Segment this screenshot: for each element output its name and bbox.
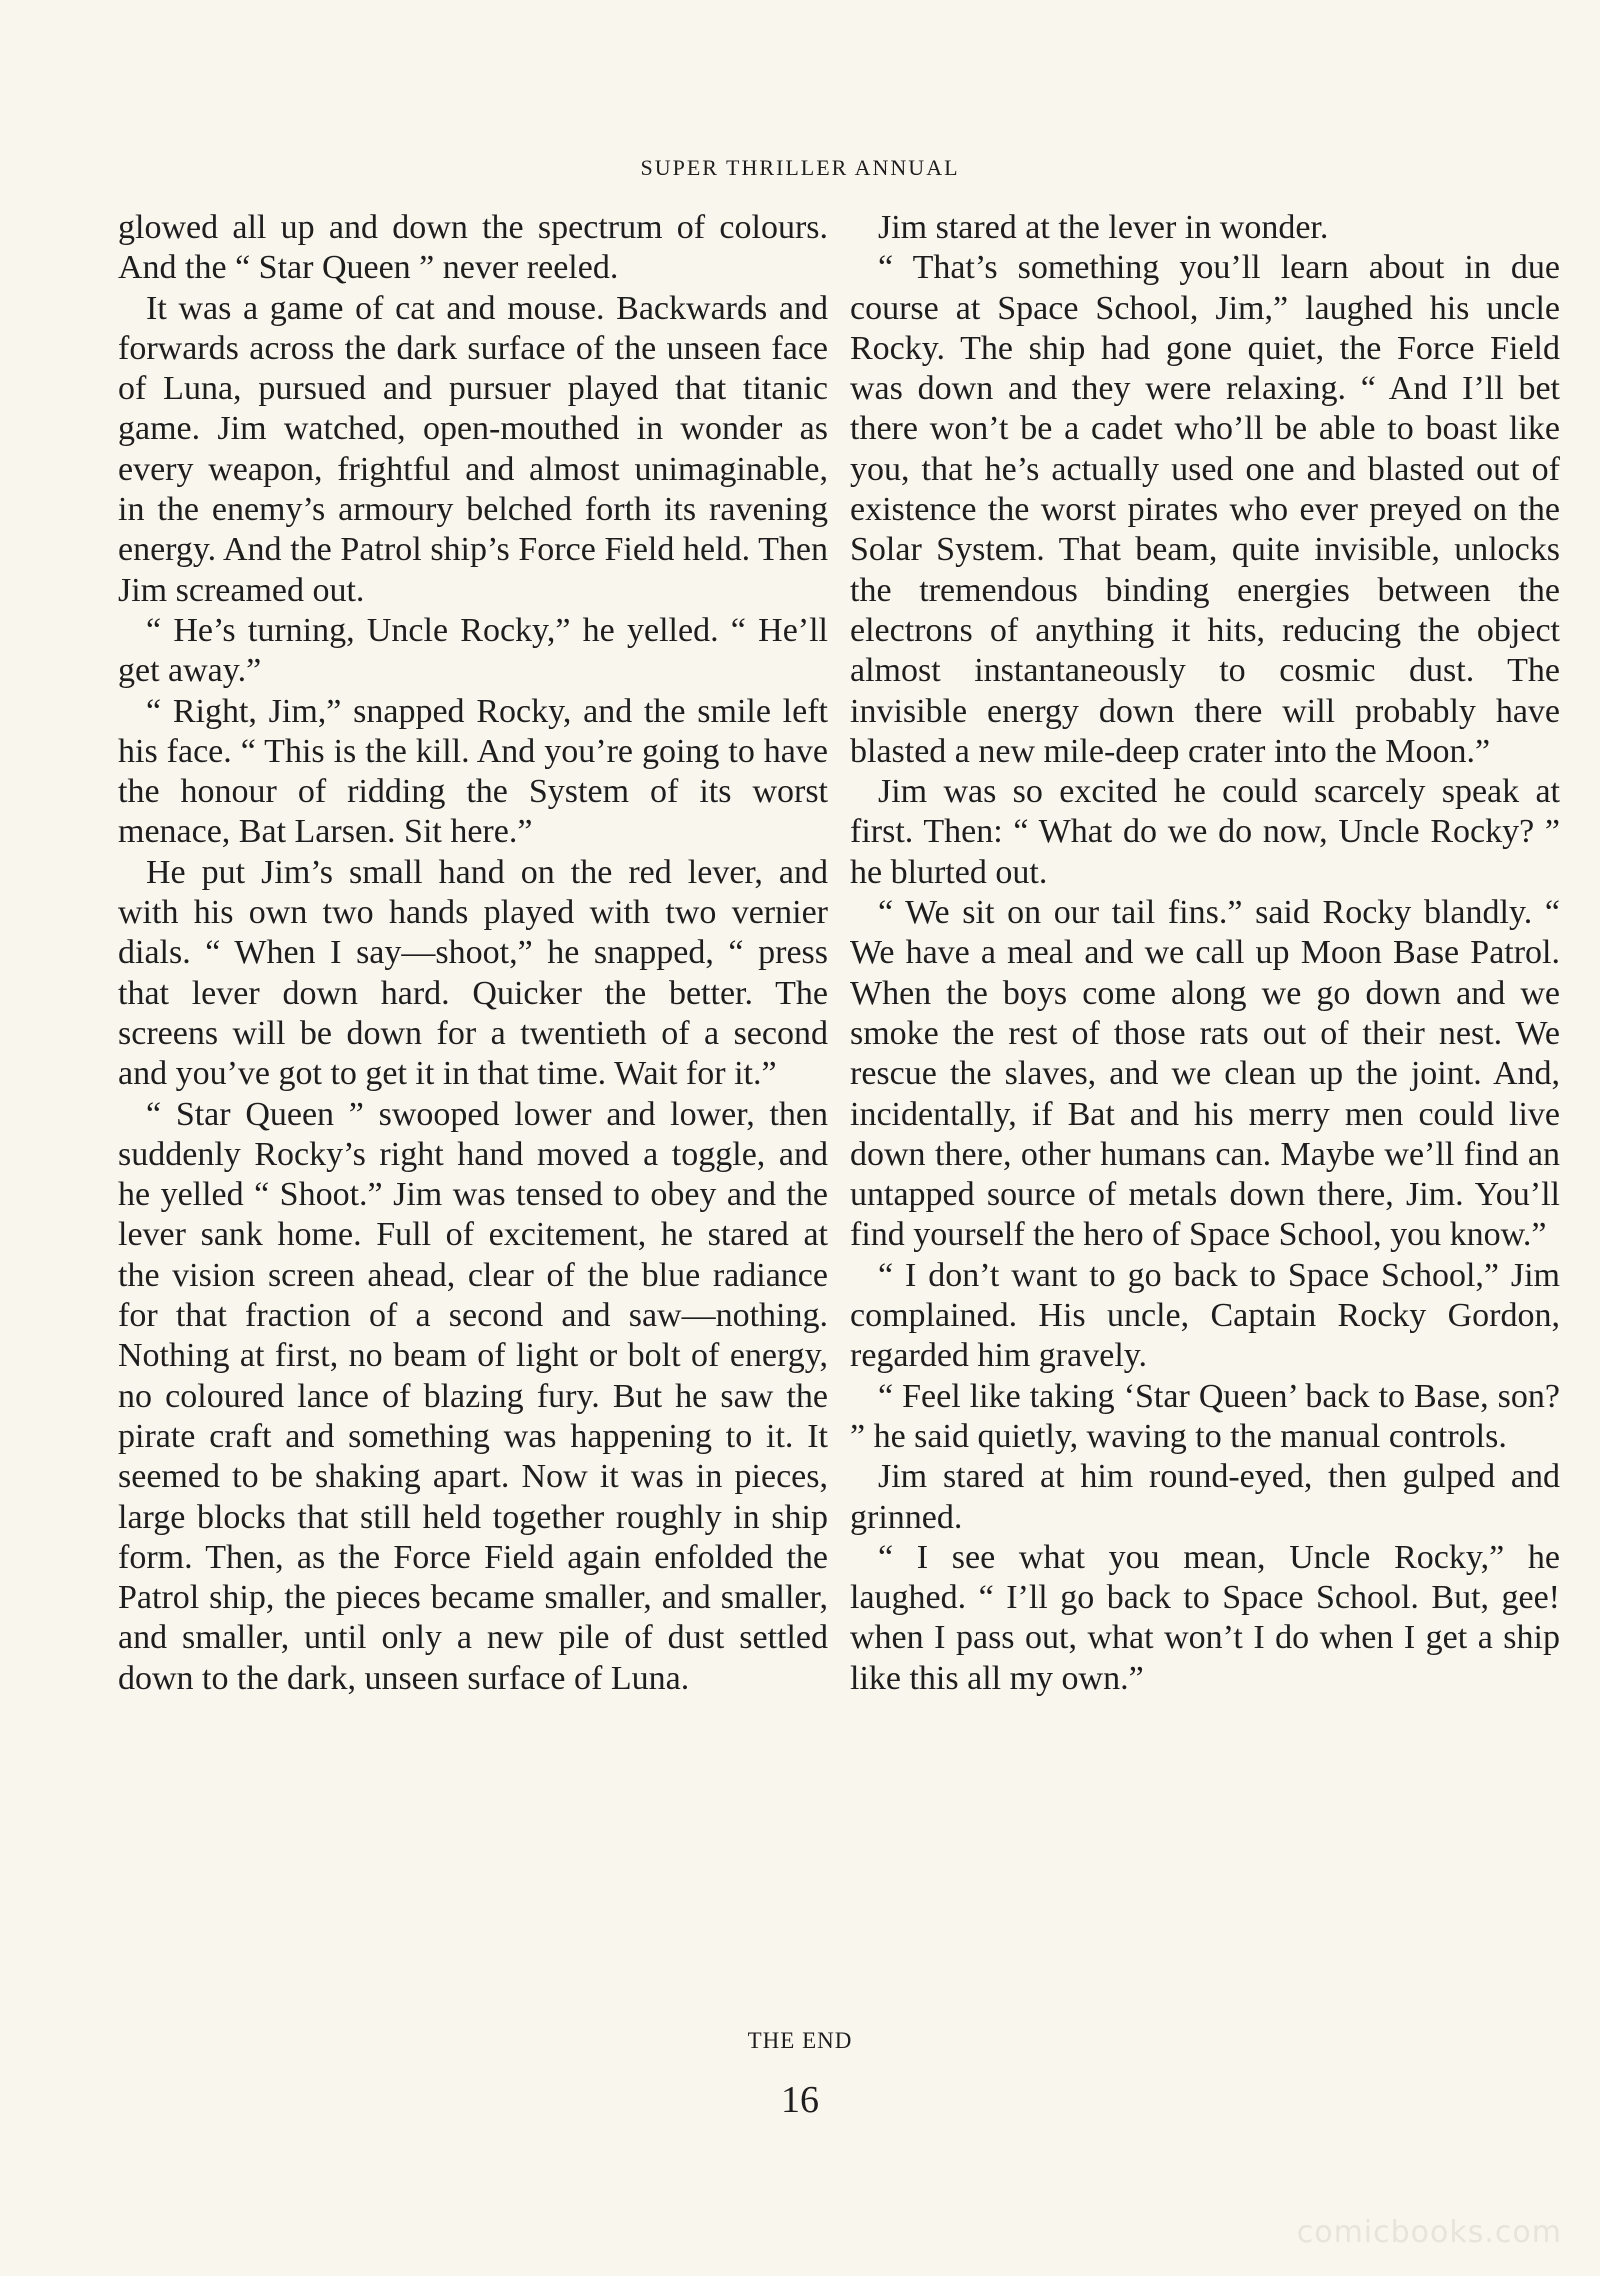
paragraph: Jim stared at the lever in wonder. [878,209,1329,246]
paragraph: “ Star Queen ” swooped lower and lower, then suddenly Rocky’s right hand moved a toggle, and he yelled “ Shoot.” Jim was tensed to obey and the lever sank home. Full of excitement, he stared at the vision screen ahead, clear of the blue radiance for that fraction of a second and saw—nothing. Nothing at first, no beam of light or bolt of energy, no coloured lance of blazing fury. But he saw the pirate craft and something was happening to it. It seemed to be shaking apart. Now it was in pieces, large blocks that still held together roughly in ship form. Then, as the Force Field again enfolded the Patrol ship, the pieces became smaller, and smaller, and smaller, until only a new pile of dust settled down to the dark, unseen surface of Luna. [118,1095,828,1697]
watermark: comicbooks.com [1296,2215,1562,2250]
paragraph: “ We sit on our tail fins.” said Rocky blandly. “ We have a meal and we call up Moon Base Patrol. When the boys come along we go down and we smoke the rest of those rats out of their nest. We rescue the slaves, and we clean up the joint. And, incidentally, if Bat and his merry men could live down there, other humans can. Maybe we’ll find an untapped source of metals down there, Jim. You’ll find yourself the hero of Space School, you know.” [850,894,1560,1254]
paragraph: “ I see what you mean, Uncle Rocky,” he laughed. “ I’ll go back to Space School. But, gee! when I pass out, what won’t I do when I get a ship like this all my own.” [850,1538,1560,1697]
paragraph: “ Right, Jim,” snapped Rocky, and the smile left his face. “ This is the kill. And you’re going to have the honour of ridding the System of its worst menace, Bat Larsen. Sit here.” [118,692,828,851]
end-marker: THE END [747,2028,853,2053]
left-column [118,208,828,1699]
right-column [850,208,1560,1699]
page-number: 16 [781,2079,819,2121]
paragraph: It was a game of cat and mouse. Backwards and forwards across the dark surface of the unseen face of Luna, pursued and pursuer played that titanic game. Jim watched, open-mouthed in wonder as every weapon, frightful and almost unimaginable, in the enemy’s armoury belched forth its ravening energy. And the Patrol ship’s Force Field held. Then Jim screamed out. [118,289,828,609]
running-title: SUPER THRILLER ANNUAL [640,155,960,180]
paragraph: “ Feel like taking ‘Star Queen’ back to Base, son? ” he said quietly, waving to the manual controls. [850,1377,1560,1455]
paragraph: He put Jim’s small hand on the red lever, and with his own two hands played with two vernier dials. “ When I say—shoot,” he snapped, “ press that lever down hard. Quicker the better. The screens will be down for a twentieth of a second and you’ve got to get it in that time. Wait for it.” [118,853,828,1093]
paragraph: glowed all up and down the spectrum of colours. And the “ Star Queen ” never reeled. [118,209,828,287]
paragraph: Jim stared at him round-eyed, then gulped and grinned. [850,1458,1560,1536]
paragraph: “ That’s something you’ll learn about in due course at Space School, Jim,” laughed his uncle Rocky. The ship had gone quiet, the Force Field was down and they were relaxing. “ And I’ll bet there won’t be a cadet who’ll be able to boast like you, that he’s actually used one and blasted out of existence the worst pirates who ever preyed on the Solar System. That beam, quite invisible, unlocks the tremendous binding energies between the electrons of anything it hits, reducing the object almost instantaneously to cosmic dust. The invisible energy down there will probably have blasted a new mile-deep crater into the Moon.” [850,249,1560,770]
paragraph: Jim was so excited he could scarcely speak at first. Then: “ What do we do now, Uncle Rocky? ” he blurted out. [850,773,1560,891]
paragraph: “ He’s turning, Uncle Rocky,” he yelled. “ He’ll get away.” [118,611,828,690]
paragraph: “ I don’t want to go back to Space School,” Jim complained. His uncle, Captain Rocky Gordon, regarded him gravely. [850,1256,1560,1375]
